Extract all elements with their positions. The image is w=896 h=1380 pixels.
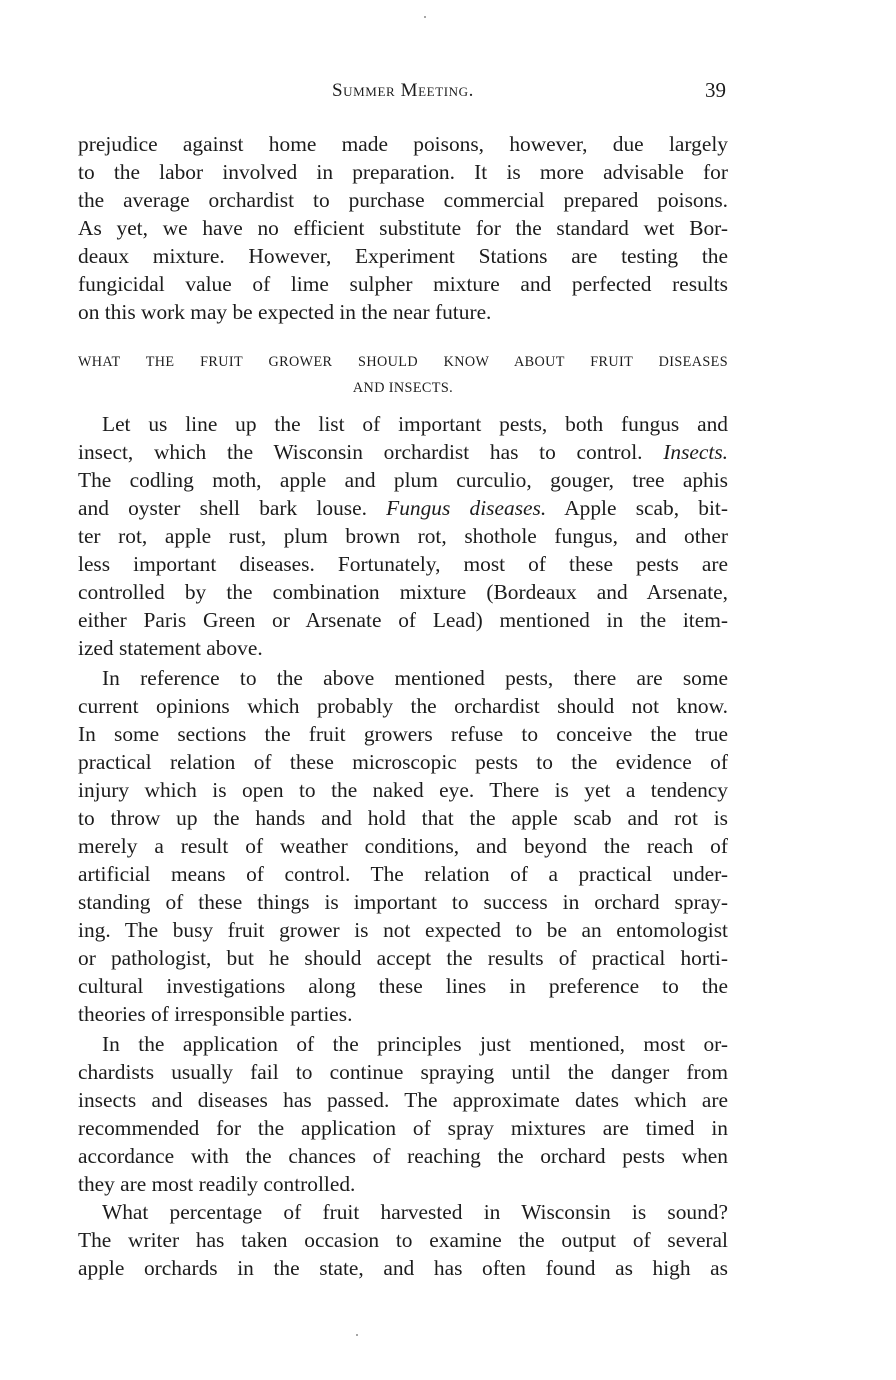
section-heading-line: AND INSECTS. bbox=[352, 380, 454, 396]
text-line: accordance with the chances of reaching the orchard pests when bbox=[78, 1144, 728, 1168]
text-line: The codling moth, apple and plum curculio, gouger, tree aphis bbox=[78, 468, 728, 492]
text-line: recommended for the application of spray mixtures are timed in bbox=[78, 1116, 728, 1140]
italic-term-insects: Insects. bbox=[663, 440, 728, 464]
text-line: to throw up the hands and hold that the apple scab and rot is bbox=[78, 806, 728, 830]
text-line: ter rot, apple rust, plum brown rot, shothole fungus, and other bbox=[78, 524, 728, 548]
text-line bbox=[78, 494, 728, 522]
text-line: What percentage of fruit harvested in Wisconsin is sound? bbox=[102, 1200, 728, 1224]
text-run: insect, which the Wisconsin orchardist has to control. bbox=[78, 440, 664, 464]
text-line: to the labor involved in preparation. It is more advisable for bbox=[78, 160, 728, 184]
text-line: standing of these things is important to success in orchard spray- bbox=[78, 890, 728, 914]
text-line: prejudice against home made poisons, however, due largely bbox=[78, 132, 728, 156]
section-heading bbox=[78, 349, 728, 401]
text-line: In some sections the fruit growers refuse to conceive the true bbox=[78, 722, 728, 746]
text-line: fungicidal value of lime sulpher mixture and perfected results bbox=[78, 272, 728, 296]
text-line: chardists usually fail to continue spraying until the danger from bbox=[78, 1060, 728, 1084]
text-line: injury which is open to the naked eye. There is yet a tendency bbox=[78, 778, 728, 802]
paragraph-application bbox=[78, 1030, 728, 1198]
paragraph-pests bbox=[78, 410, 728, 662]
text-line: The writer has taken occasion to examine the output of several bbox=[78, 1228, 728, 1252]
text-line: ing. The busy fruit grower is not expected to be an entomologist bbox=[78, 918, 728, 942]
text-line: deaux mixture. However, Experiment Stations are testing the bbox=[78, 244, 728, 268]
text-line: insects and diseases has passed. The approximate dates which are bbox=[78, 1088, 728, 1112]
text-line: theories of irresponsible parties. bbox=[78, 1002, 353, 1026]
running-head bbox=[78, 78, 728, 106]
text-line: on this work may be expected in the near future. bbox=[78, 300, 492, 324]
text-line: apple orchards in the state, and has often found as high as bbox=[78, 1256, 728, 1280]
text-line: cultural investigations along these lines in preference to the bbox=[78, 974, 728, 998]
paragraph-opinions bbox=[78, 664, 728, 1028]
text-line: practical relation of these microscopic pests to the evidence of bbox=[78, 750, 728, 774]
scan-speck bbox=[424, 16, 426, 18]
text-line: less important diseases. Fortunately, most of these pests are bbox=[78, 552, 728, 576]
page-number: 39 bbox=[705, 78, 726, 102]
text-line: artificial means of control. The relation of a practical under- bbox=[78, 862, 728, 886]
text-line: the average orchardist to purchase commercial prepared poisons. bbox=[78, 188, 728, 212]
text-line: or pathologist, but he should accept the results of practical horti- bbox=[78, 946, 728, 970]
section-heading-line: WHAT THE FRUIT GROWER SHOULD KNOW ABOUT FRUIT DISEASES bbox=[78, 354, 728, 370]
italic-term-fungus-diseases: Fungus diseases. bbox=[386, 496, 547, 520]
text-line: As yet, we have no efficient substitute for the standard wet Bor- bbox=[78, 216, 728, 240]
text-line: Let us line up the list of important pests, both fungus and bbox=[102, 412, 728, 436]
text-line: ized statement above. bbox=[78, 636, 263, 660]
paragraph-continuation bbox=[78, 130, 728, 326]
text-line: In the application of the principles just mentioned, most or- bbox=[102, 1032, 728, 1056]
text-line: current opinions which probably the orchardist should not know. bbox=[78, 694, 728, 718]
scan-speck bbox=[356, 1334, 358, 1336]
text-line: controlled by the combination mixture (Bordeaux and Arsenate, bbox=[78, 580, 728, 604]
text-run: and oyster shell bark louse. bbox=[78, 496, 387, 520]
text-line: In reference to the above mentioned pests, there are some bbox=[102, 666, 728, 690]
text-line: they are most readily controlled. bbox=[78, 1172, 356, 1196]
text-run: Apple scab, bit- bbox=[546, 496, 728, 520]
running-title: Summer Meeting. bbox=[331, 80, 474, 101]
text-line bbox=[78, 438, 728, 466]
paragraph-percentage bbox=[78, 1198, 728, 1282]
text-line: either Paris Green or Arsenate of Lead) mentioned in the item- bbox=[78, 608, 728, 632]
text-line: merely a result of weather conditions, and beyond the reach of bbox=[78, 834, 728, 858]
